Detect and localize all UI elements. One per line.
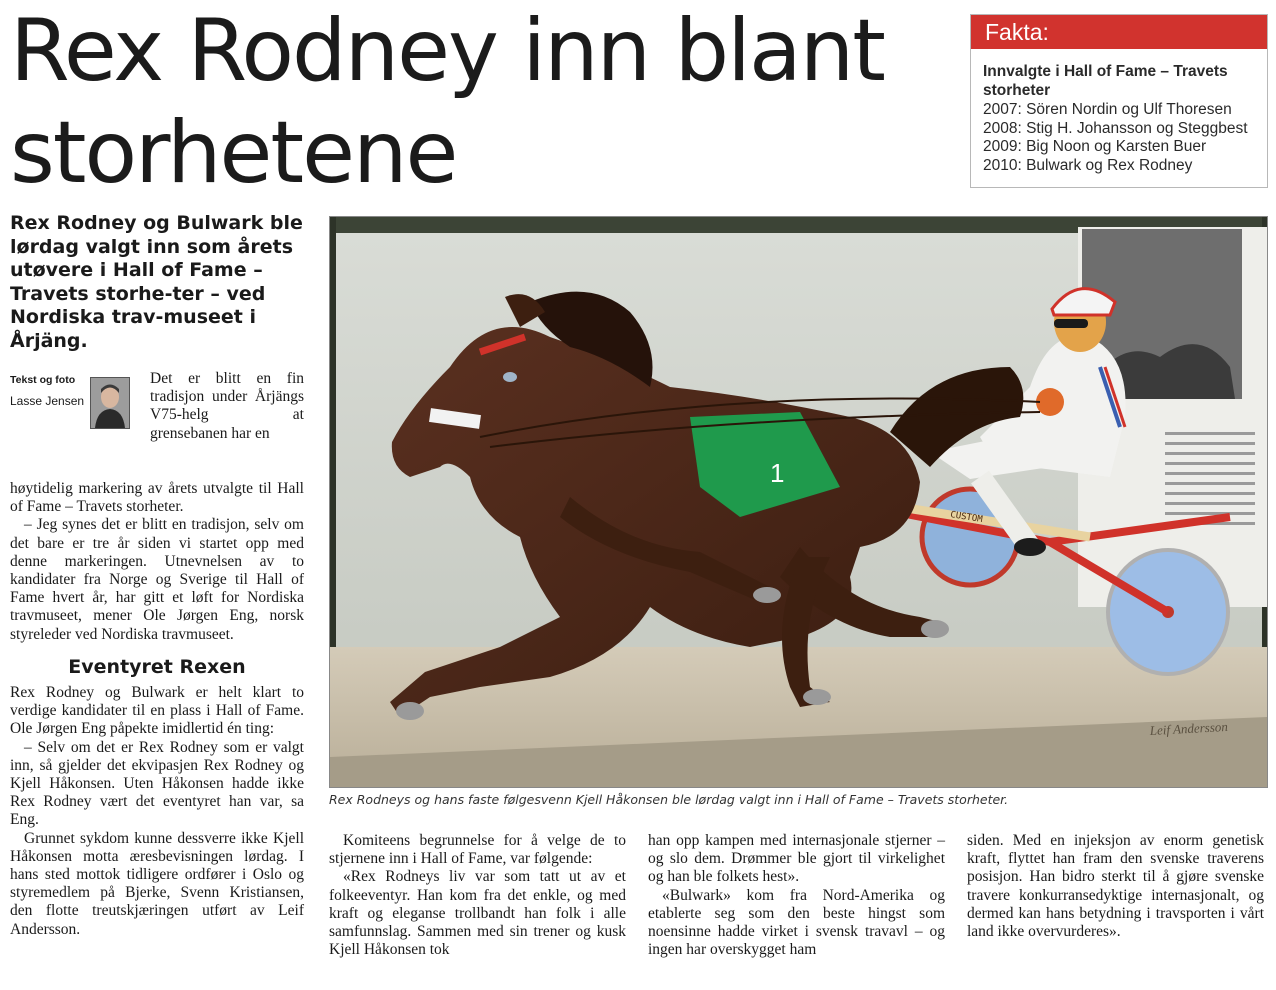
body-paragraph: siden. Med en injeksjon av enorm genetisk kraft, flyttet han fram den svenske traverens posisjon. Han bidro sterkt til å gjøre svenske travere konkurransedyktige internasjonalt, og dermed kan hans betydning i travsporten i vårt land ikke overvurderes».: [967, 832, 1264, 941]
fakta-entry: 2009: Big Noon og Karsten Buer: [983, 138, 1207, 155]
body-column-1c: [10, 684, 304, 939]
body-paragraph: Grunnet sykdom kunne dessverre ikke Kjell Håkonsen motta æresbevisningen lørdag. I hans sted mottok tidligere ordfører i Oslo og styremedlem på Bjerke, Svenn Kristiansen, den flotte treutskjæringen utført av Leif Andersson.: [10, 829, 304, 938]
body-paragraph: Det er blitt en fin tradisjon under Årjängs V75-helg at grensebanen har en: [150, 370, 304, 442]
body-paragraph: «Bulwark» kom fra Nord-Amerika og etablerte seg som den beste hingst som noensinne hadde virket i svensk travavl – og ingen har overskygget ham: [648, 886, 945, 959]
saddle-number: 1: [770, 458, 785, 488]
byline-label: Tekst og foto: [10, 374, 76, 386]
body-paragraph: høytidelig markering av årets utvalgte til Hall of Fame – Travets storheter.: [10, 480, 304, 516]
body-paragraph: han opp kampen med internasjonale stjerner – og slo dem. Drømmer ble gjort til virkelighet og han ble folkets hest».: [648, 832, 945, 886]
body-column-3: [648, 832, 945, 959]
byline-author: Lasse Jensen: [10, 394, 85, 408]
fakta-title: Innvalgte i Hall of Fame – Travets storheter: [983, 63, 1228, 99]
fakta-entry: 2008: Stig H. Johansson og Steggbest: [983, 119, 1248, 137]
author-photo: [90, 377, 130, 429]
body-paragraph: Komiteens begrunnelse for å velge de to stjernene inn i Hall of Fame, var følgende:: [329, 832, 626, 868]
photo-caption: Rex Rodneys og hans faste følgesvenn Kjell Håkonsen ble lørdag valgt inn i Hall of Fame – Travets storheter.: [329, 792, 1009, 807]
byline: [10, 373, 90, 409]
subheading: Eventyret Rexen: [68, 656, 246, 678]
carver-signature: Leif Andersson: [1149, 718, 1229, 738]
body-paragraph: – Selv om det er Rex Rodney som er valgt inn, så gjelder det ekvipasjen Rex Rodney og Kjell Håkonsen. Uten Håkonsen hadde ikke Rex Rodney vært det eventyret han var, sa Eng.: [10, 738, 304, 829]
body-paragraph: «Rex Rodneys liv var som tatt ut av et folkeeventyr. Han kom fra det enkle, og med kraft og eleganse trollbandt han folk i alle samfunnslag. Sammen med sin trener og kusk Kjell Håkonsen tok: [329, 868, 626, 959]
body-paragraph: – Jeg synes det er blitt en tradisjon, selv om det bare er tre år siden vi startet opp med denne markeringen. Utnevnelsen av to kandidater fra Norge og Sverige til Hall of Fame hvert år, har gitt et løft for Nordiska travmuseet, mener Ole Jørgen Eng, norsk styreleder ved Nordiska travmuseet.: [10, 516, 304, 643]
body-paragraph: Rex Rodney og Bulwark er helt klart to verdige kandidater til en plass i Hall of Fame. Ole Jørgen Eng påpekte imidlertid én ting:: [10, 684, 304, 738]
body-column-1b: [10, 480, 304, 644]
fakta-entry: 2007: Sören Nordin og Ulf Thoresen: [983, 101, 1232, 118]
body-column-4: [967, 832, 1264, 941]
body-column-1a: [150, 370, 304, 443]
fakta-body: [971, 49, 1267, 175]
fakta-box: [970, 14, 1268, 188]
fakta-heading: Fakta:: [971, 15, 1267, 49]
article-photo: [329, 216, 1268, 788]
ingress: Rex Rodney og Bulwark ble lørdag valgt inn som årets utøvere i Hall of Fame – Travets storhe-ter – ved Nordiska trav-museet i Årjäng.: [10, 212, 303, 352]
headline: Rex Rodney inn blant storhetene: [10, 1, 884, 203]
body-column-2: [329, 832, 626, 959]
fakta-entry: 2010: Bulwark og Rex Rodney: [983, 156, 1193, 174]
sulky-label-2: CUSTOM: [949, 510, 984, 526]
